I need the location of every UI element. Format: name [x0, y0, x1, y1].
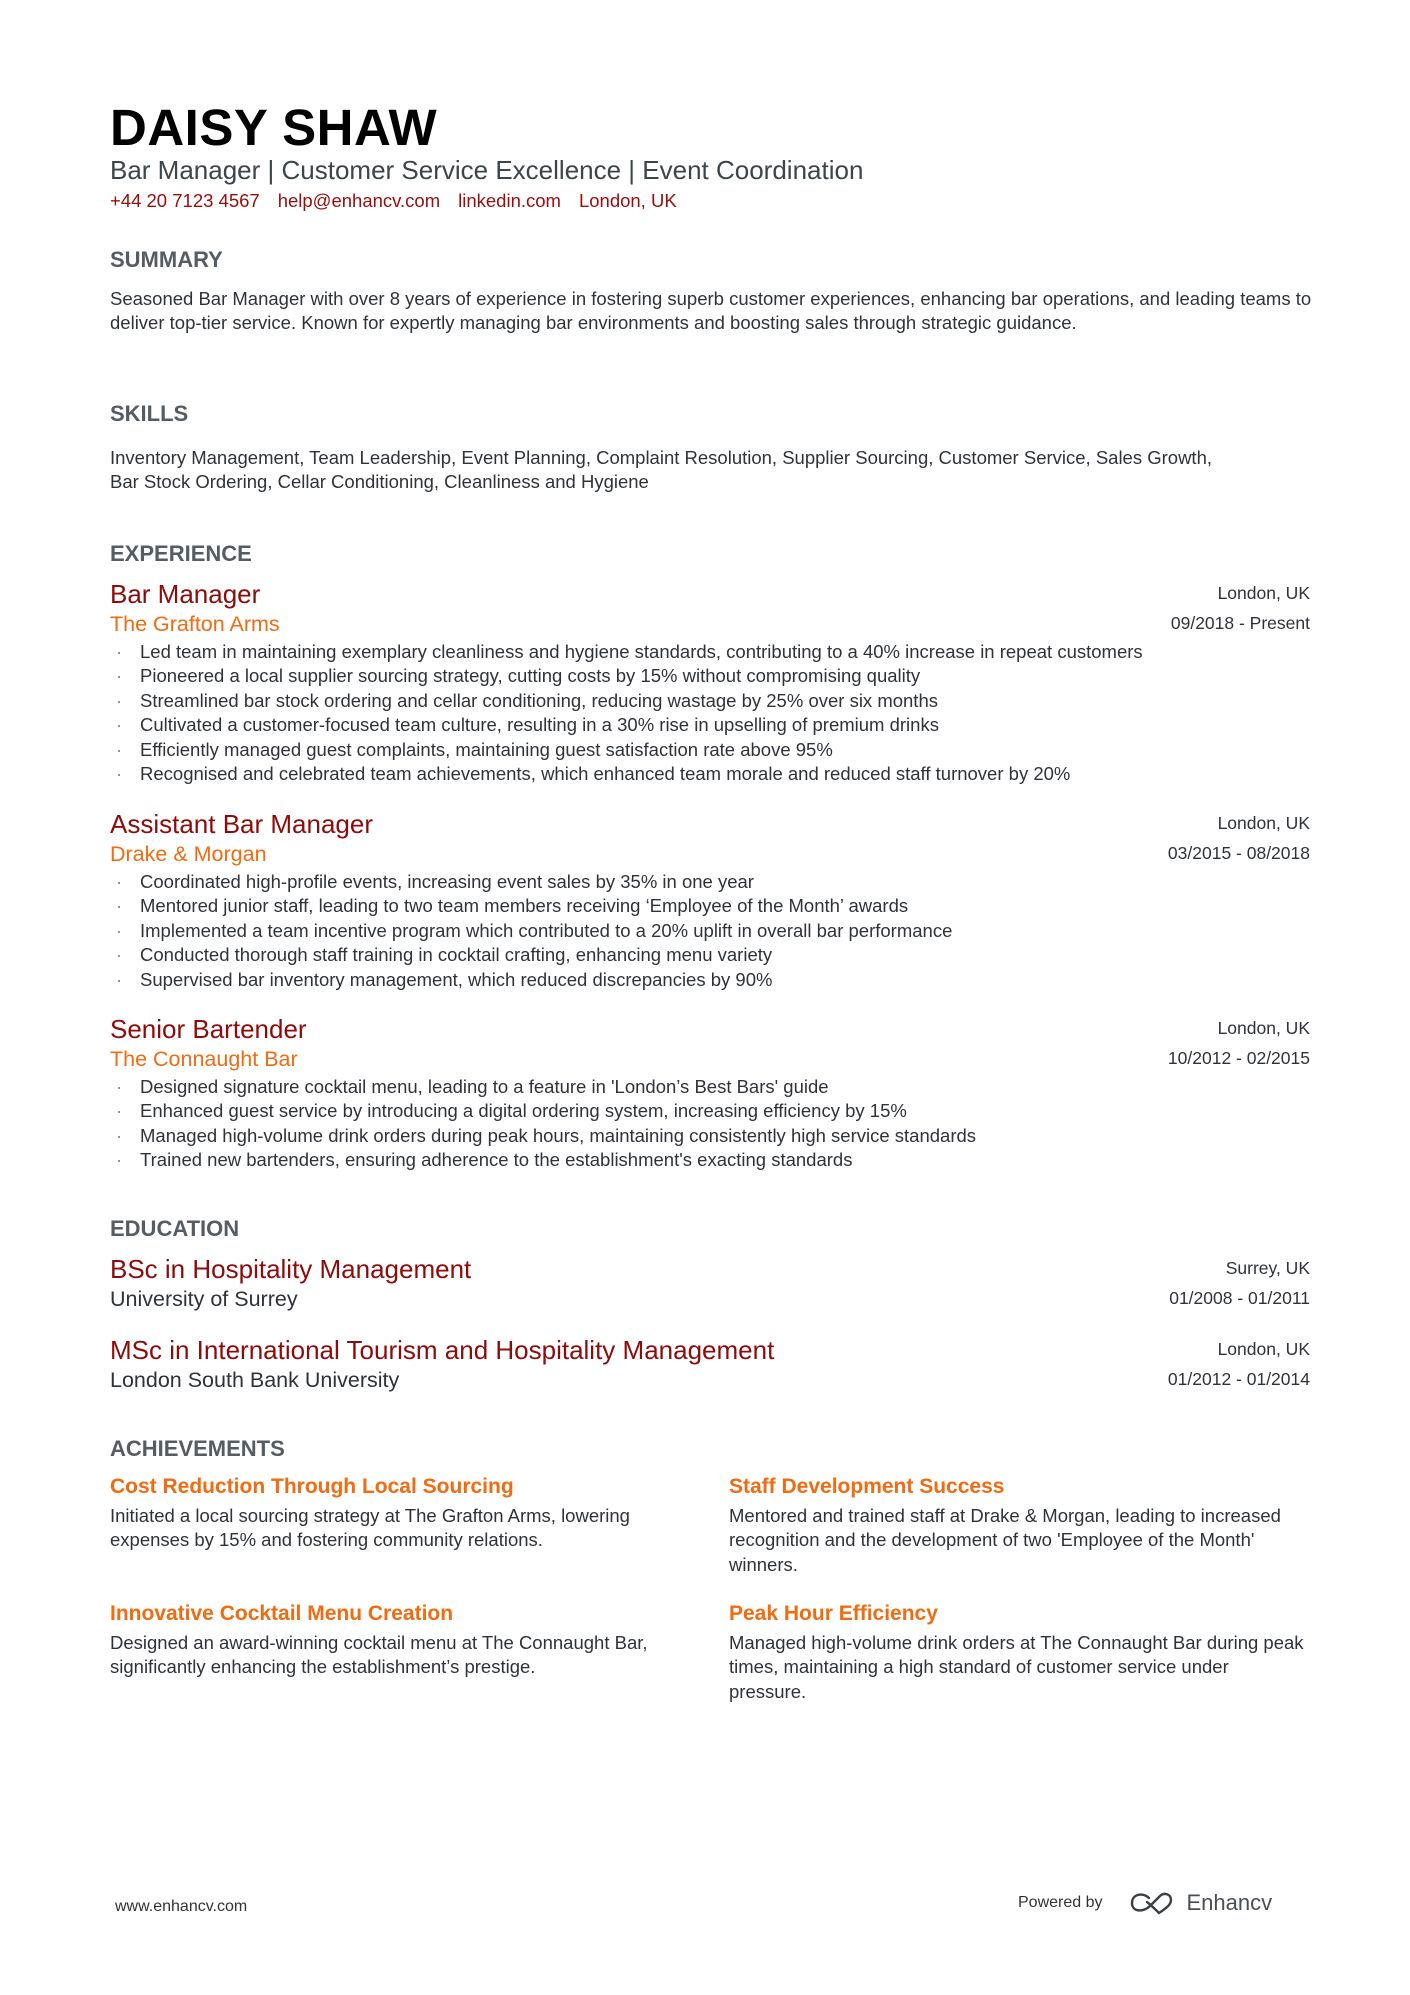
- bullet: · Pioneered a local supplier sourcing strategy, cutting costs by 15% without compromising quality: [116, 665, 921, 687]
- bullet: · Coordinated high-profile events, increasing event sales by 35% in one year: [116, 871, 754, 892]
- achievement-text: Mentored and trained staff at Drake & Morgan, leading to increased recognition and the development of two 'Employee of the Month' winners.: [729, 1505, 1281, 1575]
- job-dates: 10/2012 - 02/2015: [1167, 1048, 1310, 1068]
- achievement-title: Cost Reduction Through Local Sourcing: [110, 1475, 514, 1498]
- enhancv-logo[interactable]: [1129, 1890, 1273, 1916]
- email[interactable]: help@enhancv.com: [277, 190, 441, 211]
- experience-heading: EXPERIENCE: [110, 541, 252, 566]
- education-heading: EDUCATION: [110, 1216, 240, 1241]
- edu-location: Surrey, UK: [1225, 1258, 1310, 1278]
- job-entry: [110, 808, 1310, 992]
- job-title: Assistant Bar Manager: [110, 809, 374, 839]
- achievement: [729, 1599, 1309, 1704]
- headline: Bar Manager | Customer Service Excellence | Event Coordination: [110, 155, 864, 185]
- job-location: London, UK: [1217, 813, 1310, 833]
- footer-brand: [1018, 1890, 1272, 1916]
- bullet: · Designed signature cocktail menu, leading to a feature in 'London’s Best Bars' guide: [116, 1076, 829, 1097]
- job-bullets: [110, 870, 1310, 992]
- bullet: · Managed high-volume drink orders during peak hours, maintaining consistently high service standards: [116, 1124, 977, 1146]
- education-entry: [110, 1334, 1310, 1394]
- skills-text: Inventory Management, Team Leadership, Event Planning, Complaint Resolution, Supplier Sourcing, Customer Service, Sales Growth, Bar Stock Ordering, Cellar Conditioning, Cleanliness and Hygiene: [110, 447, 1213, 493]
- achievements-heading: ACHIEVEMENTS: [110, 1436, 285, 1461]
- job-entry: [110, 578, 1310, 786]
- brand-name: Enhancv: [1186, 1890, 1273, 1915]
- bullet: · Efficiently managed guest complaints, maintaining guest satisfaction rate above 95%: [116, 738, 833, 760]
- achievement-text: Initiated a local sourcing strategy at The Grafton Arms, lowering expenses by 15% and fostering community relations.: [110, 1505, 630, 1551]
- bullet: · Cultivated a customer-focused team culture, resulting in a 30% rise in upselling of premium drinks: [116, 714, 939, 736]
- job-dates: 09/2018 - Present: [1170, 613, 1310, 633]
- achievement-title: Staff Development Success: [729, 1475, 1005, 1498]
- job-location: London, UK: [1217, 1018, 1310, 1038]
- job-bullets: [110, 640, 1310, 786]
- school: University of Surrey: [110, 1287, 298, 1311]
- infinity-heart-icon: [1129, 1891, 1175, 1915]
- achievement: [110, 1472, 690, 1553]
- bullet: · Recognised and celebrated team achievements, which enhanced team morale and reduced staff turnover by 20%: [116, 763, 1071, 785]
- company: Drake & Morgan: [110, 842, 267, 866]
- achievement-text: Managed high-volume drink orders at The Connaught Bar during peak times, maintaining a high standard of customer service under pressure.: [729, 1632, 1304, 1702]
- degree: MSc in International Tourism and Hospitality Management: [110, 1335, 775, 1365]
- job-location: London, UK: [1217, 583, 1310, 603]
- bullet: · Mentored junior staff, leading to two team members receiving ‘Employee of the Month’ awards: [116, 895, 909, 917]
- summary-text: Seasoned Bar Manager with over 8 years of experience in fostering superb customer experiences, enhancing bar operations, and leading teams to deliver top-tier service. Known for expertly managing bar environments and boosting sales through strategic guidance.: [110, 288, 1312, 334]
- job-dates: 03/2015 - 08/2018: [1167, 843, 1310, 863]
- phone[interactable]: +44 20 7123 4567: [110, 190, 260, 211]
- education-entry: [110, 1253, 1310, 1313]
- achievement-text: Designed an award-winning cocktail menu at The Connaught Bar, significantly enhancing the establishment’s prestige.: [110, 1632, 648, 1678]
- achievement: [110, 1599, 690, 1680]
- achievement-title: Peak Hour Efficiency: [729, 1602, 938, 1625]
- skills-heading: SKILLS: [110, 401, 189, 426]
- job-entry: [110, 1013, 1310, 1173]
- achievement-title: Innovative Cocktail Menu Creation: [110, 1602, 454, 1625]
- edu-dates: 01/2008 - 01/2011: [1169, 1288, 1310, 1308]
- bullet: · Enhanced guest service by introducing a digital ordering system, increasing efficiency by 15%: [116, 1100, 907, 1122]
- company: The Grafton Arms: [110, 612, 280, 636]
- achievement: [729, 1472, 1309, 1577]
- job-title: Senior Bartender: [110, 1014, 307, 1044]
- bullet: · Implemented a team incentive program which contributed to a 20% uplift in overall bar performance: [116, 919, 953, 941]
- summary-heading: SUMMARY: [110, 247, 223, 272]
- bullet: · Trained new bartenders, ensuring adherence to the establishment's exacting standards: [116, 1149, 853, 1171]
- bullet: · Led team in maintaining exemplary cleanliness and hygiene standards, contributing to a 40% increase in repeat customers: [116, 641, 1143, 662]
- company: The Connaught Bar: [110, 1047, 298, 1071]
- linkedin[interactable]: linkedin.com: [458, 190, 561, 211]
- job-title: Bar Manager: [110, 579, 261, 609]
- edu-location: London, UK: [1217, 1339, 1310, 1359]
- edu-dates: 01/2012 - 01/2014: [1167, 1369, 1310, 1389]
- degree: BSc in Hospitality Management: [110, 1254, 472, 1284]
- candidate-name: DAISY SHAW: [110, 99, 438, 156]
- bullet: · Conducted thorough staff training in cocktail crafting, enhancing menu variety: [116, 944, 773, 966]
- powered-by: Powered by: [1018, 1894, 1103, 1911]
- location: London, UK: [578, 190, 677, 211]
- bullet: · Supervised bar inventory management, which reduced discrepancies by 90%: [116, 968, 773, 990]
- footer-website[interactable]: www.enhancv.com: [115, 1898, 248, 1915]
- job-bullets: [110, 1075, 1310, 1173]
- school: London South Bank University: [110, 1368, 400, 1392]
- contact-info: [110, 189, 1310, 213]
- bullet: · Streamlined bar stock ordering and cellar conditioning, reducing wastage by 25% over six months: [116, 689, 938, 711]
